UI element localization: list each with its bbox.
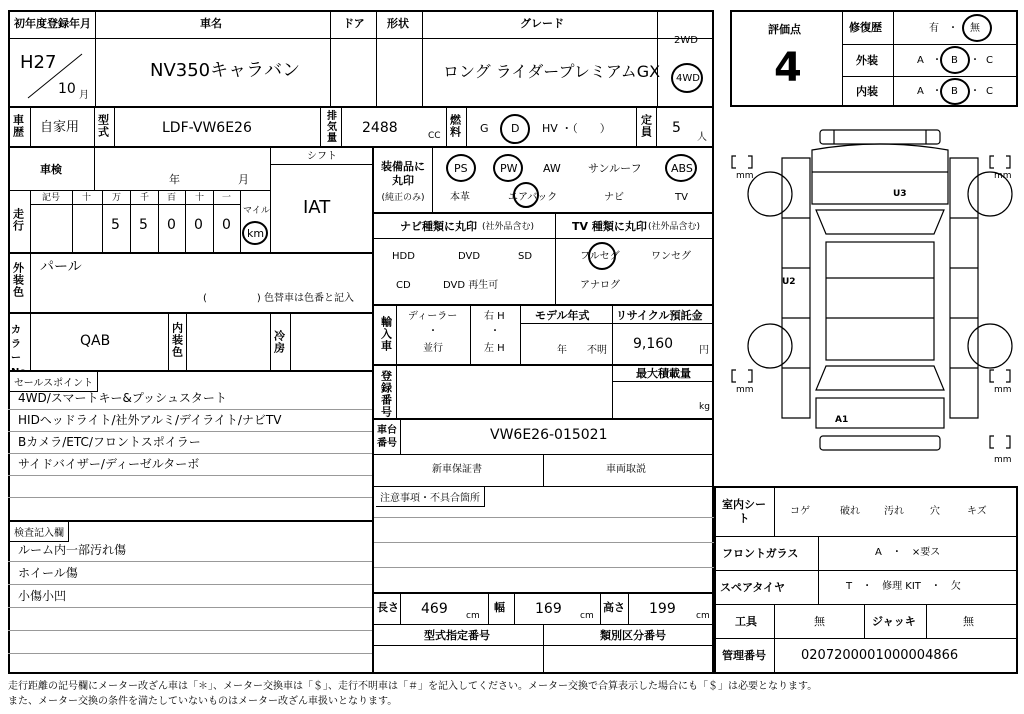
car-name: NV350キャラバン <box>150 60 301 81</box>
mileage-mile: マイル <box>243 206 270 216</box>
equip-abs: ABS <box>671 162 693 175</box>
tv-analog: アナログ <box>580 280 620 291</box>
repair-no: 無 <box>970 23 980 34</box>
drive-4wd: 4WD <box>676 73 700 84</box>
drive-2wd: 2WD <box>674 35 698 46</box>
cooler-label: 冷房 <box>272 330 286 354</box>
navi-dvd: DVD <box>458 251 481 262</box>
equip-navi: ナビ <box>604 192 624 203</box>
seat-label: 室内シート <box>722 498 766 526</box>
seat-hole: 穴 <box>930 506 940 517</box>
mm-tr: mm <box>994 171 1012 181</box>
equip-sunroof: サンルーフ <box>588 162 642 175</box>
height-cm: cm <box>696 611 710 621</box>
sales-line-0: 4WD/スマートキー&プッシュスタート <box>18 391 227 405</box>
shift-label: シフト <box>307 151 337 162</box>
mileage-label: 走行 <box>11 208 25 232</box>
capacity-label: 定員 <box>639 114 653 138</box>
model-year-unit: 年 <box>557 345 567 356</box>
fuel-label: 燃料 <box>448 114 462 138</box>
exterior-a: A <box>917 55 924 66</box>
navi-hdd: HDD <box>392 251 415 262</box>
fuel-g: G <box>480 122 489 135</box>
capacity: 5 <box>672 120 681 136</box>
person-unit: 人 <box>697 132 707 143</box>
tool-value: 無 <box>814 615 825 628</box>
sales-line-2: Bカメラ/ETC/フロントスポイラー <box>18 435 201 449</box>
mileage-digit-5: 0 <box>222 217 231 233</box>
equip-leather: 本革 <box>450 192 470 203</box>
exterior-c: C <box>986 55 993 66</box>
navi-sub: (社外品含む) <box>482 222 535 232</box>
equip-ps: PS <box>454 162 468 175</box>
equip-aw: AW <box>543 162 561 175</box>
mm-bl: mm <box>736 385 754 395</box>
navi-dvd-play: DVD 再生可 <box>443 280 499 291</box>
color-note: ( ) 色替車は色番と記入 <box>203 293 354 304</box>
fuel-d: D <box>511 122 520 135</box>
width-cm: cm <box>580 611 594 621</box>
height-value: 199 <box>649 601 676 617</box>
seat-tear: 破れ <box>840 506 860 517</box>
chassis-label: 車台番号 <box>377 425 397 449</box>
sales-line-1: HIDヘッドライト/社外アルミ/デイライト/ナビTV <box>18 413 282 427</box>
damage-mark-a1: A1 <box>835 415 849 425</box>
mileage-digit-2: 5 <box>139 217 148 233</box>
navi-cd: CD <box>396 280 411 291</box>
fuel-hv: HV ・（ ） <box>542 122 611 135</box>
spare-value: T ・ 修理 KIT ・ 欠 <box>846 581 961 592</box>
height-label: 高さ <box>603 601 625 614</box>
interior-dot-1: ・ <box>932 86 942 97</box>
color-code: QAB <box>80 333 111 349</box>
mileage-km: km <box>247 227 265 240</box>
grade-label: グレード <box>520 17 564 30</box>
recycle-value: 9,160 <box>633 336 674 352</box>
exterior-label: 外装 <box>856 54 878 67</box>
interior-label: 内装 <box>856 85 878 98</box>
inspection-label: 車検 <box>40 163 62 176</box>
max-load-label: 最大積載量 <box>636 367 691 380</box>
exterior-color-label: 外装色 <box>11 262 25 298</box>
door-label: ドア <box>343 17 365 30</box>
repair-label: 修復歴 <box>849 21 882 34</box>
interior-a: A <box>917 86 924 97</box>
mileage-digit-1: 5 <box>111 217 120 233</box>
model-year-label: モデル年式 <box>535 309 590 322</box>
navi-sd: SD <box>518 251 533 262</box>
model-label: 型式 <box>96 114 110 138</box>
mileage-unit-3: 百 <box>167 193 177 203</box>
model: LDF-VW6E26 <box>162 120 252 136</box>
warranty: 新車保証書 <box>432 464 482 475</box>
manual: 車両取説 <box>606 464 646 475</box>
seat-scratch: キズ <box>967 506 987 517</box>
length-value: 469 <box>421 601 448 617</box>
equipment-sub: (純正のみ) <box>381 193 425 203</box>
score-label: 評価点 <box>768 23 801 36</box>
import-dot-2: ・ <box>490 326 500 337</box>
class-no-label: 類別区分番号 <box>600 629 666 642</box>
damage-mark-u2: U2 <box>782 277 796 287</box>
manage-label: 管理番号 <box>722 649 766 662</box>
tool-label: 工具 <box>735 615 757 628</box>
inspector-label: 検査記入欄 <box>10 522 69 542</box>
cc-unit: CC <box>428 131 441 141</box>
score-value: 4 <box>774 45 802 91</box>
shape-label: 形状 <box>387 17 409 30</box>
recycle-yen: 円 <box>699 345 709 356</box>
footer-line-1: 走行距離の記号欄にメーター改ざん車は「＊」、メーター交換車は「＄」、走行不明車は「＃」を記入してください。メーター交換で合算表示した場合にも「＄」は必要となります。 <box>8 681 818 692</box>
recycle-label: リサイクル預託金 <box>616 309 703 322</box>
seat-burn: コゲ <box>790 506 810 517</box>
equipment-label: 装備品に丸印 <box>381 160 425 188</box>
mileage-digit-3: 0 <box>167 217 176 233</box>
notes-label: 注意事項・不具合箇所 <box>376 487 485 507</box>
color-code-label: カラー <box>11 325 21 364</box>
mm-tl: mm <box>736 171 754 181</box>
exterior-b: B <box>951 55 958 66</box>
length-label: 長さ <box>377 601 399 614</box>
mileage-unit-0: 十 <box>82 193 92 203</box>
tv-title: TV 種類に丸印 <box>572 220 647 233</box>
reg-era: H27 <box>20 52 57 73</box>
max-load-kg: kg <box>699 402 710 412</box>
equip-airbag: エアバック <box>508 192 558 203</box>
jack-label: ジャッキ <box>872 615 916 628</box>
shift: IAT <box>303 197 331 218</box>
grade: ロング ライダープレミアムGX <box>443 62 661 81</box>
displacement: 2488 <box>362 120 398 136</box>
mileage-unit-4: 十 <box>195 193 205 203</box>
tv-sub: (社外品含む) <box>648 222 701 232</box>
damage-mark-u3: U3 <box>893 189 907 199</box>
mm-br: mm <box>994 385 1012 395</box>
repair-dot: ・ <box>948 23 958 34</box>
car-diagram <box>724 118 1020 478</box>
chassis-value: VW6E26-015021 <box>490 427 608 443</box>
history-label: 車歴 <box>11 114 25 138</box>
inspection-month: 月 <box>238 173 249 186</box>
glass-value: A ・ ×要ス <box>875 547 941 558</box>
import-right-h: 右 H <box>484 311 505 322</box>
tv-fullseg: フルセグ <box>580 251 620 262</box>
import-dot: ・ <box>428 326 438 337</box>
inspector-line-1: ホイール傷 <box>18 566 78 580</box>
reg-number-label: 登録番号 <box>379 370 393 418</box>
repair-yes: 有 <box>929 23 939 34</box>
exterior-dot-2: ・ <box>970 55 980 66</box>
inspector-line-2: 小傷小凹 <box>18 589 67 603</box>
car-name-label: 車名 <box>200 17 222 30</box>
import-left-h: 左 H <box>484 343 505 354</box>
interior-b: B <box>951 86 958 97</box>
mileage-symbol-label: 記号 <box>42 193 61 203</box>
first-reg-label: 初年度登録年月 <box>14 17 91 30</box>
mileage-digit-4: 0 <box>194 217 203 233</box>
type-no-label: 型式指定番号 <box>424 629 490 642</box>
footer-line-2: また、メーター交換の条件を満たしていないものはメーター改ざん車扱いとなります。 <box>8 696 398 707</box>
mileage-unit-1: 万 <box>112 193 122 203</box>
navi-title: ナビ種類に丸印 <box>400 220 477 233</box>
mileage-unit-5: 一 <box>222 193 232 203</box>
import-label: 輸入車 <box>379 316 393 352</box>
glass-label: フロントガラス <box>722 547 799 560</box>
mileage-unit-2: 千 <box>140 193 150 203</box>
import-parallel: 並行 <box>423 343 443 354</box>
tv-oneseg: ワンセグ <box>651 251 691 262</box>
exterior-dot-1: ・ <box>932 55 942 66</box>
width-label: 幅 <box>494 601 505 614</box>
import-dealer: ディーラー <box>408 311 458 322</box>
width-value: 169 <box>535 601 562 617</box>
seat-dirt: 汚れ <box>884 506 904 517</box>
reg-month-unit: 月 <box>79 90 89 101</box>
inspection-year: 年 <box>169 173 180 186</box>
sales-line-3: サイドバイザー/ディーゼルターボ <box>18 457 200 471</box>
interior-dot-2: ・ <box>970 86 980 97</box>
manage-value: 0207200001000004866 <box>801 648 959 663</box>
exterior-color: パール <box>40 259 82 275</box>
model-year-unknown: 不明 <box>587 345 607 356</box>
equip-tv: TV <box>675 192 688 203</box>
reg-month: 10 <box>58 81 76 97</box>
interior-c: C <box>986 86 993 97</box>
jack-value: 無 <box>963 615 974 628</box>
mm-rear: mm <box>994 455 1012 465</box>
length-cm: cm <box>466 611 480 621</box>
equip-pw: PW <box>500 162 518 175</box>
displacement-label: 排気量 <box>324 110 336 143</box>
history: 自家用 <box>40 120 80 135</box>
sales-label: セールスポイント <box>10 372 98 392</box>
interior-color-label: 内装色 <box>170 322 184 358</box>
spare-label: スペアタイヤ <box>720 581 786 594</box>
inspector-line-0: ルーム内一部汚れ傷 <box>18 543 127 557</box>
